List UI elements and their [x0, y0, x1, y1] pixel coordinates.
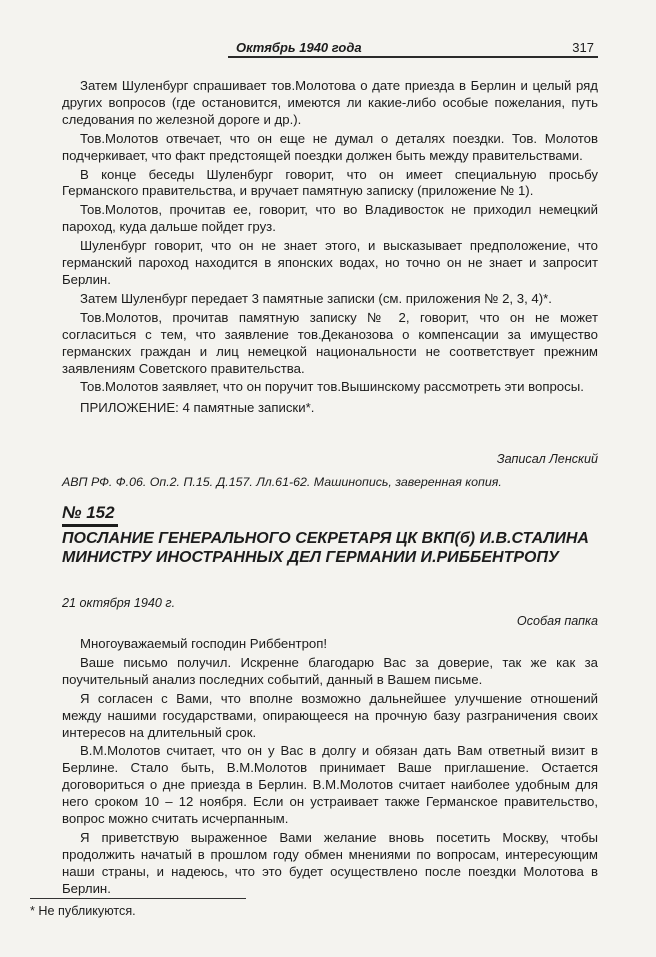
- document-number: № 152: [62, 503, 115, 522]
- paragraph: В конце беседы Шуленбург говорит, что он имеет специальную просьбу Германского правительства, и вручает памятную записку (приложение № 1).: [62, 166, 598, 199]
- footnote: * Не публикуются.: [30, 904, 136, 918]
- paragraph: Тов.Молотов, прочитав ее, говорит, что во Владивосток не приходил немецкий пароход, куда дальше пойдет груз.: [62, 202, 598, 235]
- header-rule: [228, 56, 598, 58]
- header-title: Октябрь 1940 года: [236, 40, 362, 55]
- paragraph: Ваше письмо получил. Искренне благодарю Вас за доверие, так же как за поучительный анализ последних событий, данный в Вашем письме.: [62, 654, 598, 687]
- document-date: 21 октября 1940 г.: [62, 596, 176, 610]
- paragraph: Я согласен с Вами, что вполне возможно дальнейшее улучшение отношений между нашими государствами, опирающееся на прочную базу разграничения своих интересов на длительный срок.: [62, 690, 598, 740]
- paragraph: Я приветствую выраженное Вами желание вновь посетить Москву, чтобы продолжить начатый в прошлом году обмен мнениями по вопросам, интересующим наши страны, и надеюсь, что это будет осуществлено после поездки Молотова в Берлин.: [62, 829, 598, 896]
- letter-text-block: [62, 636, 598, 900]
- paragraph: Тов.Молотов заявляет, что он поручит тов.Вышинскому рассмотреть эти вопросы.: [80, 379, 584, 395]
- archive-reference: АВП РФ. Ф.06. Оп.2. П.15. Д.157. Лл.61-62. Машинопись, заверенная копия.: [62, 475, 502, 489]
- document-number-rule: [62, 524, 118, 527]
- document-flag: Особая папка: [516, 614, 598, 628]
- paragraph: Тов.Молотов отвечает, что он еще не думал о деталях поездки. Тов. Молотов подчеркивает, что факт предстоящей поездки должен быть между правительствами.: [62, 130, 598, 163]
- running-header: [228, 38, 598, 58]
- signature: Записал Ленский: [496, 452, 598, 466]
- paragraph: Тов.Молотов, прочитав памятную записку № 2, говорит, что он не может согласиться с тем, что заявление тов.Деканозова о компенсации за имущество германских граждан и лиц немецкой национальности не соответствует прежним заявлениям Советского правительства.: [62, 309, 598, 376]
- page-number: 317: [572, 40, 594, 55]
- document-title: ПОСЛАНИЕ ГЕНЕРАЛЬНОГО СЕКРЕТАРЯ ЦК ВКП(б) И.В.СТАЛИНА МИНИСТРУ ИНОСТРАННЫХ ДЕЛ ГЕРМАНИИ И.РИББЕНТРОПУ: [62, 530, 589, 566]
- letter-salutation: Многоуважаемый господин Риббентроп!: [80, 636, 328, 651]
- top-text-block: [62, 78, 598, 419]
- appendix-line: ПРИЛОЖЕНИЕ: 4 памятные записки*.: [80, 400, 315, 416]
- footnote-rule: [30, 898, 246, 899]
- paragraph: Затем Шуленбург спрашивает тов.Молотова о дате приезда в Берлин и целый ряд других вопросов (где остановится, имеются ли какие-либо особые пожелания, путь следования по железной дороге и др.).: [62, 78, 598, 127]
- paragraph: В.М.Молотов считает, что он у Вас в долгу и обязан дать Вам ответный визит в Берлине. Стало быть, В.М.Молотов принимает Ваше приглашение. Остается договориться о дне приезда в Берлин. В.М.Молотов считает наиболее удобным для него сроком 10 – 12 ноября. Если он устраивает также Германское правительство, вопрос можно считать исчерпанным.: [62, 743, 598, 827]
- paragraph: Шуленбург говорит, что он не знает этого, и высказывает предположение, что германский пароход находится в японских водах, но точно он не знает и запросит Берлин.: [62, 238, 598, 287]
- paragraph: Затем Шуленбург передает 3 памятные записки (см. приложения № 2, 3, 4)*.: [80, 290, 552, 306]
